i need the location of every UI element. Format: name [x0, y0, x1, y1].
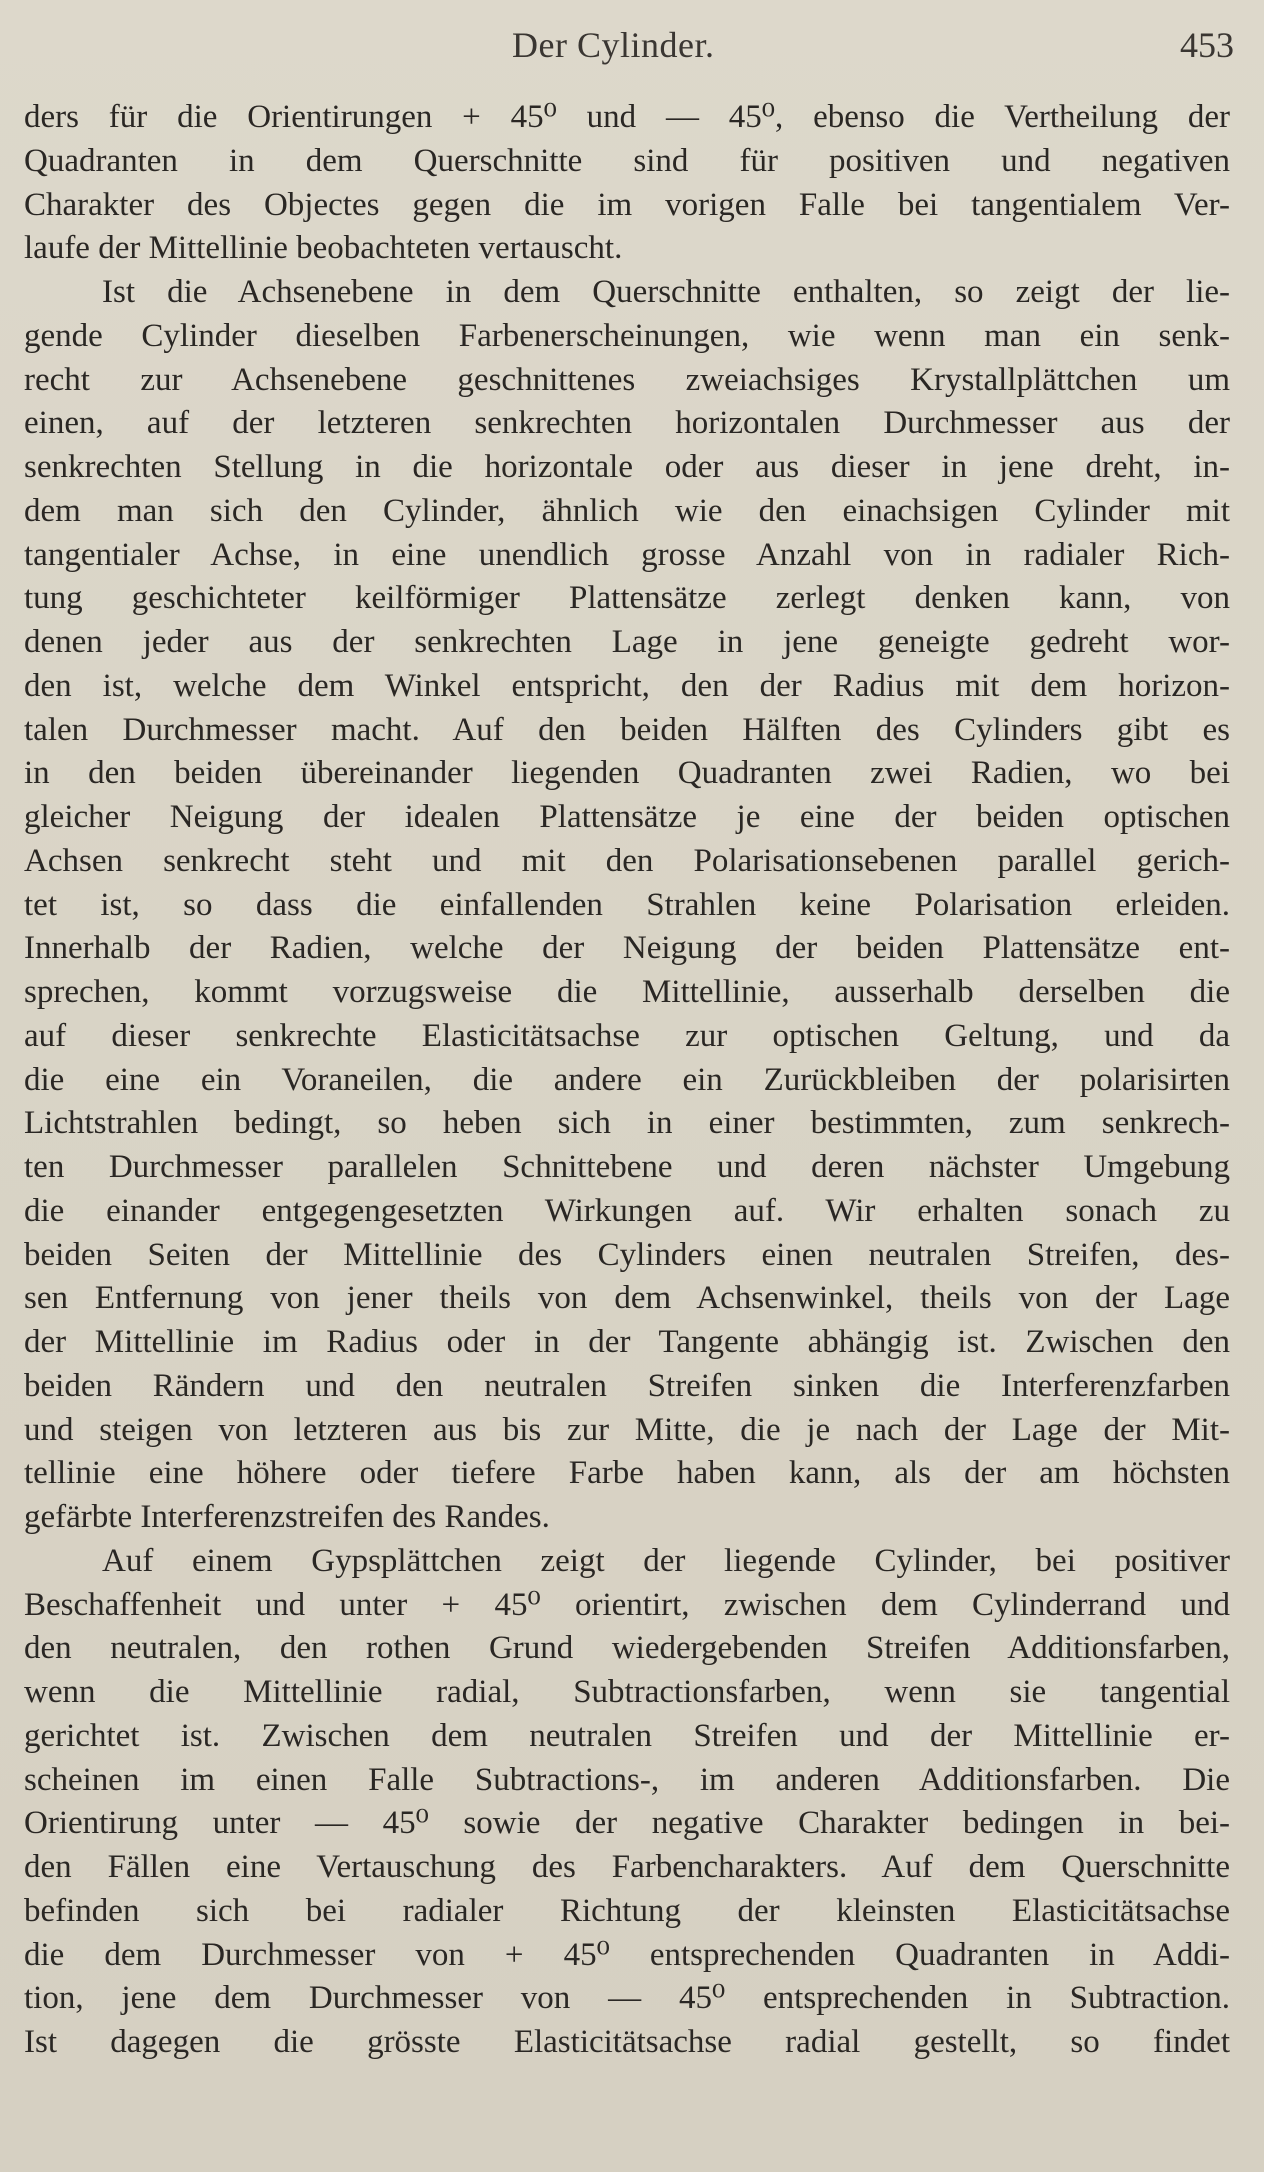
text-line: befinden sich bei radialer Richtung der kleinsten Elasticitätsachse: [24, 1892, 1230, 1929]
text-line: Ist dagegen die grösste Elasticitätsachse radial gestellt, so findet: [24, 2024, 1230, 2060]
text-line: beiden Seiten der Mittellinie des Cylinders einen neutralen Streifen, des-: [24, 1236, 1230, 1273]
text-line: tung geschichteter keilförmiger Plattensätze zerlegt denken kann, von: [24, 580, 1230, 617]
text-line: beiden Rändern und den neutralen Streifen sinken die Interferenzfarben: [24, 1367, 1230, 1404]
text-line: gende Cylinder dieselben Farbenerscheinungen, wie wenn man ein senk-: [24, 317, 1230, 354]
text-line: denen jeder aus der senkrechten Lage in jene geneigte gedreht wor-: [24, 624, 1230, 660]
text-line: recht zur Achsenebene geschnittenes zweiachsiges Krystallplättchen um: [24, 361, 1230, 398]
text-line: tion, jene dem Durchmesser von — 45⁰ entsprechenden in Subtraction.: [24, 1980, 1230, 2017]
text-line: dem man sich den Cylinder, ähnlich wie den einachsigen Cylinder mit: [24, 492, 1230, 529]
text-line: Auf einem Gypsplättchen zeigt der liegende Cylinder, bei positiver: [102, 1542, 1230, 1579]
text-line: Beschaffenheit und unter + 45⁰ orientirt, zwischen dem Cylinderrand und: [24, 1586, 1230, 1623]
text-line: einen, auf der letzteren senkrechten horizontalen Durchmesser aus der: [24, 405, 1230, 442]
text-line: gleicher Neigung der idealen Plattensätze je eine der beiden optischen: [24, 799, 1230, 835]
text-line: die dem Durchmesser von + 45⁰ entsprechenden Quadranten in Addi-: [24, 1936, 1230, 1973]
text-line: Innerhalb der Radien, welche der Neigung der beiden Plattensätze ent-: [24, 930, 1230, 967]
text-line: scheinen im einen Falle Subtractions-, im anderen Additionsfarben. Die: [24, 1761, 1230, 1798]
text-line: tellinie eine höhere oder tiefere Farbe haben kann, als der am höchsten: [24, 1455, 1230, 1492]
text-line: die eine ein Voraneilen, die andere ein Zurückbleiben der polarisirten: [24, 1061, 1230, 1098]
text-line: Orientirung unter — 45⁰ sowie der negative Charakter bedingen in bei-: [24, 1805, 1230, 1842]
text-line: Ist die Achsenebene in dem Querschnitte enthalten, so zeigt der lie-: [102, 274, 1230, 310]
text-line: den Fällen eine Vertauschung des Farbencharakters. Auf dem Querschnitte: [24, 1849, 1230, 1885]
text-line: der Mittellinie im Radius oder in der Tangente abhängig ist. Zwischen den: [24, 1324, 1230, 1360]
text-line: sen Entfernung von jener theils von dem Achsenwinkel, theils von der Lage: [24, 1280, 1230, 1317]
text-line: Lichtstrahlen bedingt, so heben sich in einer bestimmten, zum senkrech-: [24, 1105, 1230, 1142]
running-title: Der Cylinder.: [512, 25, 715, 65]
text-line: die einander entgegengesetzten Wirkungen auf. Wir erhalten sonach zu: [24, 1192, 1230, 1229]
body-text: [24, 96, 1230, 2065]
page-header: [0, 24, 1264, 68]
text-line: den neutralen, den rothen Grund wiedergebenden Streifen Additionsfarben,: [24, 1630, 1230, 1667]
text-line: gefärbte Interferenzstreifen des Randes.: [24, 1499, 550, 1535]
text-line: Quadranten in dem Querschnitte sind für positiven und negativen: [24, 142, 1230, 179]
text-line: talen Durchmesser macht. Auf den beiden Hälften des Cylinders gibt es: [24, 711, 1230, 748]
text-line: laufe der Mittellinie beobachteten vertauscht.: [24, 230, 623, 267]
text-line: wenn die Mittellinie radial, Subtractionsfarben, wenn sie tangential: [24, 1674, 1230, 1710]
text-line: Charakter des Objectes gegen die im vorigen Falle bei tangentialem Ver-: [24, 186, 1230, 223]
text-line: senkrechten Stellung in die horizontale oder aus dieser in jene dreht, in-: [24, 449, 1230, 485]
text-line: den ist, welche dem Winkel entspricht, den der Radius mit dem horizon-: [24, 667, 1230, 704]
text-line: gerichtet ist. Zwischen dem neutralen Streifen und der Mittellinie er-: [24, 1717, 1230, 1754]
text-line: in den beiden übereinander liegenden Quadranten zwei Radien, wo bei: [24, 755, 1230, 792]
text-line: und steigen von letzteren aus bis zur Mitte, die je nach der Lage der Mit-: [24, 1411, 1230, 1448]
text-line: sprechen, kommt vorzugsweise die Mittellinie, ausserhalb derselben die: [24, 974, 1230, 1010]
text-line: ten Durchmesser parallelen Schnittebene und deren nächster Umgebung: [24, 1149, 1230, 1185]
page-number: 453: [1180, 25, 1234, 65]
text-line: tangentialer Achse, in eine unendlich grosse Anzahl von in radialer Rich-: [24, 536, 1230, 573]
text-line: auf dieser senkrechte Elasticitätsachse zur optischen Geltung, und da: [24, 1017, 1230, 1054]
text-line: ders für die Orientirungen + 45⁰ und — 45⁰, ebenso die Vertheilung der: [24, 99, 1230, 135]
text-line: Achsen senkrecht steht und mit den Polarisationsebenen parallel gerich-: [24, 842, 1230, 879]
text-line: tet ist, so dass die einfallenden Strahlen keine Polarisation erleiden.: [24, 886, 1230, 923]
